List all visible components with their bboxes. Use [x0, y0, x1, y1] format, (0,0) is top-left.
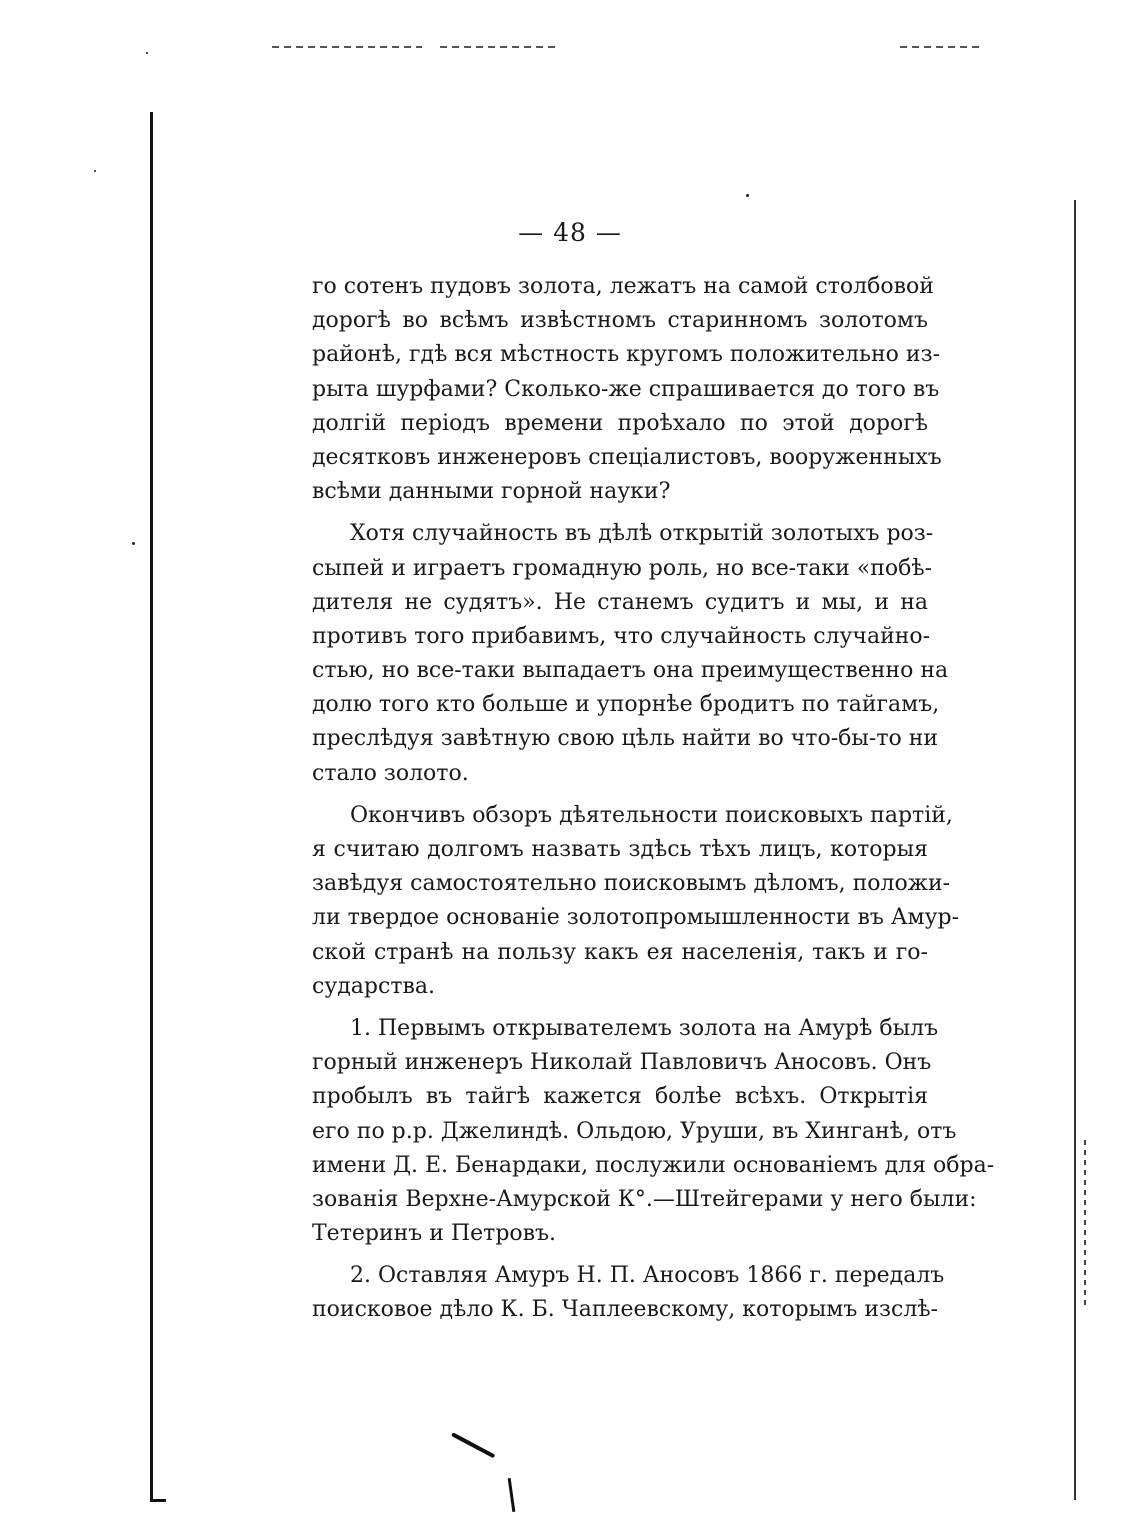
- text-line: 2. Оставляя Амуръ Н. П. Аносовъ 1866 г. передалъ: [350, 1263, 945, 1289]
- text-line: Тетеринъ и Петровъ.: [312, 1221, 557, 1247]
- text-line: 1. Первымъ открывателемъ золота на Амурѣ былъ: [350, 1015, 939, 1041]
- text-line: преслѣдуя завѣтную свою цѣль найти во что-бы-то ни: [312, 726, 939, 752]
- text-line: рыта шурфами? Сколько-же спрашивается до того въ: [312, 376, 940, 402]
- scan-stroke: [451, 1432, 495, 1458]
- text-line: го сотенъ пудовъ золота, лежатъ на самой столбовой: [312, 274, 934, 299]
- text-line: дителя не судятъ». Не станемъ судитъ и мы, и на: [312, 589, 928, 615]
- scan-speck: [132, 542, 135, 545]
- text-line: всѣми данными горной науки?: [312, 479, 671, 505]
- text-line: ской странѣ на пользу какъ ея населенія, такъ и го-: [312, 939, 928, 965]
- text-line: стью, но все-таки выпадаетъ она преимущественно на: [312, 658, 949, 684]
- text-line: долгій періодъ времени проѣхало по этой дорогѣ: [312, 410, 928, 436]
- text-line: пробылъ въ тайгѣ кажется болѣе всѣхъ. Открытія: [312, 1084, 928, 1110]
- paragraph: [312, 799, 960, 1004]
- text-line: я считаю долгомъ назвать здѣсь тѣхъ лицъ, которыя: [312, 837, 928, 862]
- scan-speck: [94, 170, 96, 172]
- page-edge-left: [150, 112, 153, 1502]
- paragraph: [312, 517, 949, 791]
- text-line: завѣдуя самостоятельно поисковымъ дѣломъ, положи-: [312, 871, 951, 897]
- page-edge-right-dots: [1084, 1140, 1086, 1310]
- page-edge-right: [1074, 200, 1076, 1500]
- scan-speck: [746, 194, 749, 197]
- scan-edge-mark: [440, 46, 560, 48]
- text-line: десятковъ инженеровъ спеціалистовъ, вооруженныхъ: [312, 444, 942, 470]
- text-line: поисковое дѣло К. Б. Чаплеевскому, которымъ изслѣ-: [312, 1297, 939, 1323]
- paragraph: [312, 1259, 945, 1327]
- scan-stroke: [508, 1478, 516, 1512]
- scan-edge-mark: [900, 46, 984, 48]
- text-line: имени Д. Е. Бенардаки, послужили основаніемъ для обра-: [312, 1152, 995, 1178]
- text-line: ли твердое основаніе золотопромышленности въ Амур-: [312, 905, 960, 931]
- text-line: долю того кто больше и упорнѣе бродитъ по тайгамъ,: [312, 692, 940, 718]
- text-line: противъ того прибавимъ, что случайность случайно-: [312, 623, 931, 649]
- text-line: его по р.р. Джелиндѣ. Ольдою, Уруши, въ Хинганѣ, отъ: [312, 1118, 957, 1144]
- text-line: Хотя случайность въ дѣлѣ открытій золотыхъ роз-: [350, 521, 934, 547]
- text-line: сударства.: [312, 973, 435, 999]
- text-line: стало золото.: [312, 760, 469, 786]
- text-line: Окончивъ обзоръ дѣятельности поисковыхъ партій,: [350, 802, 953, 828]
- page-body: [312, 270, 995, 1328]
- scan-speck: [146, 52, 148, 54]
- text-line: районѣ, гдѣ вся мѣстность кругомъ положительно из-: [312, 342, 940, 368]
- paragraph: [312, 1012, 995, 1251]
- page-edge-left-foot: [150, 1499, 166, 1502]
- text-line: зованія Верхне-Амурской К°.—Штейгерами у него были:: [312, 1186, 977, 1212]
- scan-edge-mark: [272, 46, 422, 48]
- text-line: дорогѣ во всѣмъ извѣстномъ старинномъ золотомъ: [312, 308, 928, 334]
- text-line: горный инженеръ Николай Павловичъ Аносовъ. Онъ: [312, 1050, 932, 1076]
- text-line: сыпей и играетъ громадную роль, но все-таки «побѣ-: [312, 555, 933, 581]
- page-number: — 48 —: [518, 218, 622, 247]
- paragraph: [312, 270, 942, 509]
